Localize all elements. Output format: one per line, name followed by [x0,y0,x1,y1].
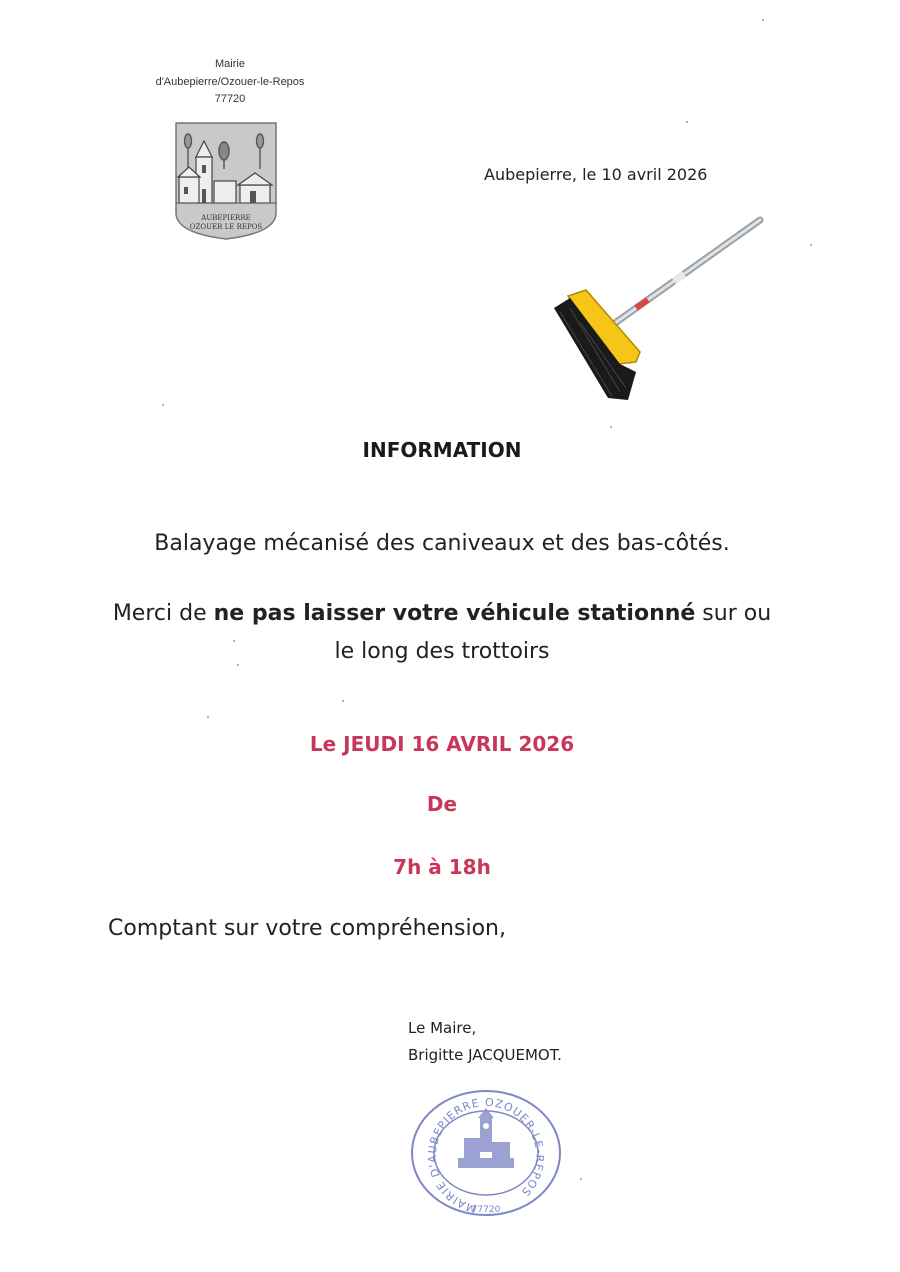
parking-notice-emphasis: ne pas laisser votre véhicule stationné [213,601,696,626]
scan-speck [162,404,164,406]
parking-notice-prefix: Merci de [112,601,214,626]
scan-speck [810,244,812,246]
signature-role: Le Maire, [408,1019,477,1037]
closing-line: Comptant sur votre compréhension, [108,916,506,941]
mairie-postcode: 77720 [214,93,246,105]
mairie-name: Mairie [215,58,245,70]
schedule-day: Le JEUDI 16 AVRIL 2026 [309,732,575,756]
scan-speck [233,640,235,642]
scan-speck [580,1178,582,1180]
scan-speck [762,19,764,21]
announcement-paragraph: Balayage mécanisé des caniveaux et des bas-côtés. [154,531,730,556]
crest-caption-top: AUBEPIERRE [201,214,251,222]
scan-speck [686,121,688,123]
broom-icon [548,212,764,404]
schedule-de: De [426,792,458,816]
crest-logo [174,121,278,241]
mairie-address: d'Aubepierre/Ozouer-le-Repos [155,76,305,88]
stamp-ring-text: MAIRIE D'AUBEPIERRE OZOUER-LE-REPOS [425,1095,547,1215]
page-title: INFORMATION [362,438,522,462]
signature-name: Brigitte JACQUEMOT. [408,1046,562,1064]
scan-speck [610,426,612,428]
scan-speck [207,716,209,718]
date-line: Aubepierre, le 10 avril 2026 [484,165,708,184]
parking-notice [0,601,892,626]
parking-notice-suffix: sur ou [695,601,772,626]
schedule-hours: 7h à 18h [393,855,491,879]
scan-speck [237,664,239,666]
crest-caption-bottom: OZOUER LE REPOS [189,223,263,231]
scan-speck [342,700,344,702]
official-stamp [408,1086,564,1220]
stamp-postcode: 77720 [471,1205,501,1215]
parking-notice-line2: le long des trottoirs [334,639,550,664]
